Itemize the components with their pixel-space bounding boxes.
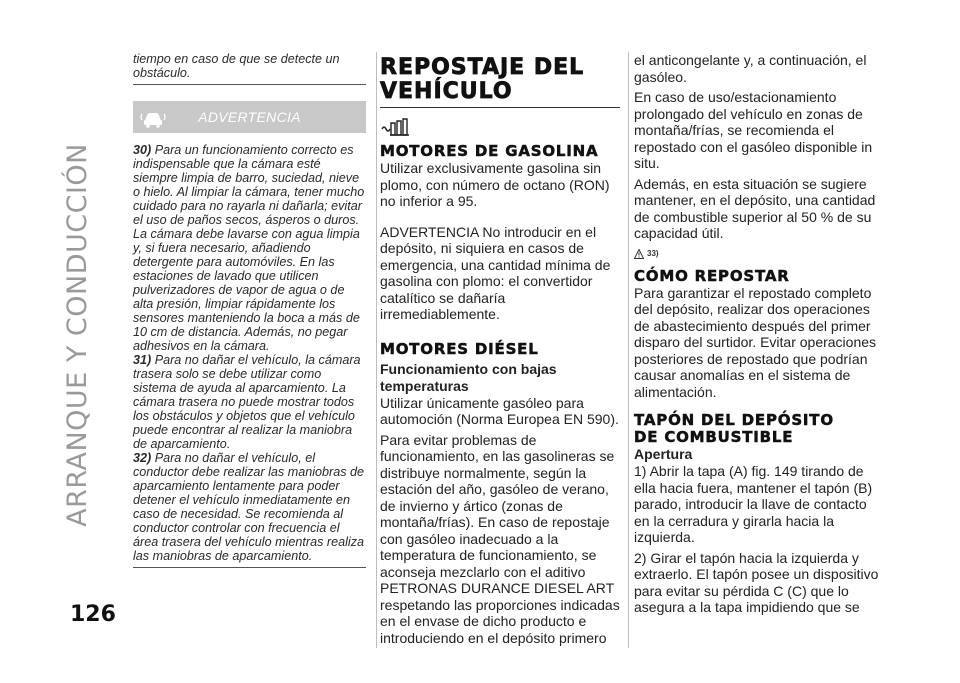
paragraph: el anticongelante y, a continuación, el gasóleo.: [634, 52, 867, 85]
warning-item-text: Para no dañar el vehículo, el conductor debe realizar las maniobras de aparcamiento lentamente para poder detener el vehículo inmediatamente en caso de necesidad. Se recomienda al conductor controlar con frecuencia el área trasera del vehículo mientras realiza las maniobras de aparcamiento.: [133, 451, 365, 563]
column-divider: [376, 52, 377, 648]
diesel-subheading: Funcionamiento con bajas temperaturas: [380, 360, 557, 394]
paragraph: Además, en esta situación se sugiere mantener, en el depósito, una cantidad de combustible superior al 50 % de su capacidad útil.: [634, 175, 876, 241]
tapon-heading: [634, 412, 880, 446]
column-divider: [628, 52, 629, 648]
warning-header: [133, 101, 366, 133]
gasolina-heading: MOTORES DE GASOLINA: [380, 142, 599, 160]
warning-reference-number: 33): [647, 249, 659, 258]
apertura-subheading: Apertura: [634, 446, 693, 462]
warning-item: [133, 143, 366, 353]
paragraph: 1) Abrir la tapa (A) fig. 149 tirando de ella hacia fuera, mantener el tapón (B) parado, introducir la llave de contacto en la cerradura y girarla hacia la izquierda.: [634, 463, 873, 545]
warning-item: [133, 451, 366, 563]
paragraph: Para evitar problemas de funcionamiento, en las gasolineras se distribuye normalmente, según la estación del año, gasóleo de verano, de invierno y ártico (zonas de montaña/frías). En caso de repostaje con gasóleo inadecuado a la temperatura de funcionamiento, se aconseja mezclarlo con el aditivo PETRONAS DURANCE DIESEL ART respetando las proporciones indicadas en el envase de dicho producto e introduciendo en el depósito primero: [380, 431, 620, 646]
page-number: 126: [70, 602, 116, 627]
warning-item-number: 32): [133, 451, 152, 465]
warning-reference: [634, 246, 880, 262]
paragraph: Utilizar únicamente gasóleo para automoción (Norma Europea EN 590).: [380, 394, 619, 427]
section-title-line1: REPOSTAJE DEL: [380, 55, 585, 80]
tapon-heading-line2: DE COMBUSTIBLE: [634, 428, 794, 446]
section-title-line2: VEHÍCULO: [380, 79, 513, 104]
title-rule: [380, 107, 620, 108]
warning-title: ADVERTENCIA: [198, 109, 301, 125]
como-repostar-heading: CÓMO REPOSTAR: [634, 266, 790, 285]
intro-text: tiempo en caso de que se detecte un obstáculo.: [133, 52, 366, 85]
paragraph: Utilizar exclusivamente gasolina sin plomo, con número de octano (RON) no inferior a 95.: [380, 160, 610, 209]
warning-item-number: 30): [133, 143, 152, 157]
paragraph: ADVERTENCIA No introducir en el depósito, ni siquiera en casos de emergencia, una cantidad mínima de gasolina con plomo: el convertidor catalítico se dañaría irremediablemente.: [380, 223, 611, 322]
warning-item-number: 31): [133, 353, 152, 367]
warning-body: [133, 143, 366, 568]
right-column: [634, 52, 880, 616]
warning-item-text: Para un funcionamiento correcto es indispensable que la cámara esté siempre limpia de barro, suciedad, nieve o hielo. Al limpiar la cámara, tener mucho cuidado para no rayarla ni dañarla; evitar el uso de paños secos, ásperos o duros. La cámara debe lavarse con agua limpia y, si fuera necesario, añadiendo detergente para automóviles. En las estaciones de lavado que utilicen pulverizadores de vapor de agua o de alta presión, limpiar rápidamente los sensores manteniendo la boca a más de 10 cm de distancia. Además, no pegar adhesivos en la cámara.: [133, 143, 365, 353]
warning-item-text: Para no dañar el vehículo, la cámara trasera solo se debe utilizar como sistema de ayuda al aparcamiento. La cámara trasera no puede mostrar todos los obstáculos y objetos que el vehículo puede encontrar al realizar la maniobra de aparcamiento.: [133, 353, 361, 451]
diesel-heading: MOTORES DIÉSEL: [380, 339, 539, 358]
warning-triangle-icon: [634, 249, 644, 259]
middle-column: [380, 52, 620, 646]
section-title: [380, 56, 620, 104]
tapon-heading-line1: TAPÓN DEL DEPÓSITO: [634, 411, 834, 429]
left-column: [133, 52, 366, 568]
warning-item: [133, 353, 366, 451]
paragraph: En caso de uso/estacionamiento prolongado del vehículo en zonas de montaña/frías, se recomienda el repostado con el gasóleo disponible in situ.: [634, 89, 873, 171]
chapter-side-title: ARRANQUE Y CONDUCCIÓN: [62, 143, 93, 527]
fuel-pump-icon: [380, 117, 620, 137]
paragraph: 2) Girar el tapón hacia la izquierda y extraerlo. El tapón posee un dispositivo para evitar su pérdida C (C) que lo asegura a la tapa impidiendo que se: [634, 549, 879, 615]
paragraph: Para garantizar el repostado completo del depósito, realizar dos operaciones de abastecimiento después del primer disparo del surtidor. Evitar operaciones posteriores de repostado que podrían causar anomalías en el sistema de alimentación.: [634, 284, 877, 400]
